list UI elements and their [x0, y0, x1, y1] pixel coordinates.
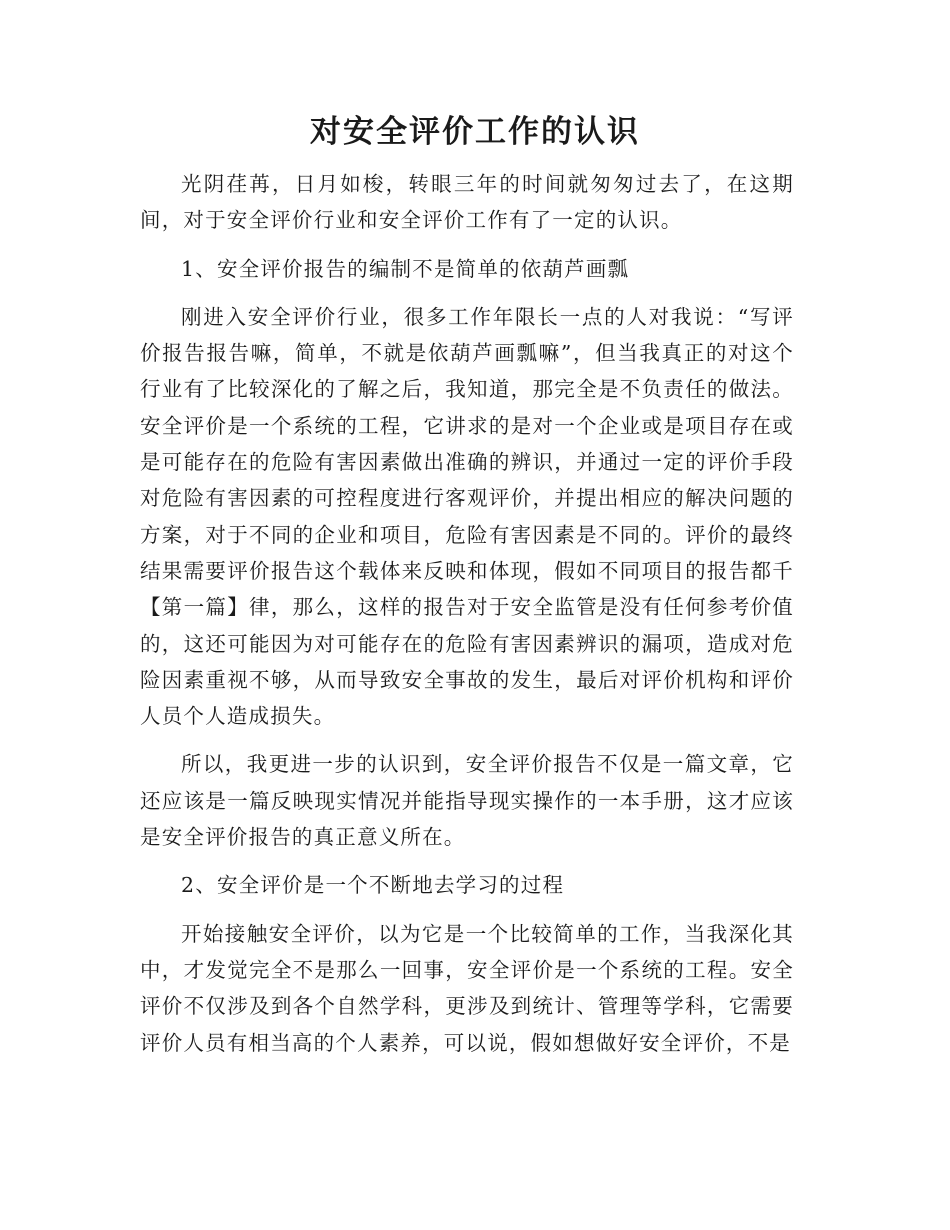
paragraph-gap	[140, 734, 794, 746]
paragraph-section-1-body: 刚进入安全评价行业，很多工作年限长一点的人对我说：“写评价报告报告嘛，简单，不就是依葫芦画瓢嘛”，但当我真正的对这个行业有了比较深化的了解之后，我知道，那完全是不负责任的做法。安全评价是一个系统的工程，它讲求的是对一个企业或是项目存在或是可能存在的危险有害因素做出准确的辨识，并通过一定的评价手段对危险有害因素的可控程度进行客观评价，并提出相应的解决问题的方案，对于不同的企业和项目，危险有害因素是不同的。评价的最终结果需要评价报告这个载体来反映和体现，假如不同项目的报告都千【第一篇】律，那么，这样的报告对于安全监管是没有任何参考价值的，这还可能因为对可能存在的危险有害因素辨识的漏项，造成对危险因素重视不够，从而导致安全事故的发生，最后对评价机构和评价人员个人造成损失。	[140, 304, 794, 729]
paragraph-gap	[140, 904, 794, 916]
paragraph-gap	[140, 287, 794, 299]
paragraph-intro: 光阴荏苒，日月如梭，转眼三年的时间就匆匆过去了，在这期间，对于安全评价行业和安全评价工作有了一定的认识。	[140, 172, 794, 233]
section-heading-2: 2、安全评价是一个不断地去学习的过程	[181, 873, 565, 898]
paragraph-gap	[140, 239, 794, 251]
document-body	[140, 166, 794, 1061]
document-title: 对安全评价工作的认识	[310, 114, 640, 150]
paragraph-section-2-body: 开始接触安全评价，以为它是一个比较简单的工作，当我深化其中，才发觉完全不是那么一回事，安全评价是一个系统的工程。安全评价不仅涉及到各个自然学科，更涉及到统计、管理等学科，它需要评价人员有相当高的个人素养，可以说，假如想做好安全评价，不是	[140, 921, 794, 1055]
section-heading-1: 1、安全评价报告的编制不是简单的依葫芦画瓢	[181, 256, 630, 281]
paragraph-section-1-conclusion: 所以，我更进一步的认识到，安全评价报告不仅是一篇文章，它还应该是一篇反映现实情况并能指导现实操作的一本手册，这才应该是安全评价报告的真正意义所在。	[140, 752, 794, 850]
paragraph-gap	[140, 855, 794, 867]
